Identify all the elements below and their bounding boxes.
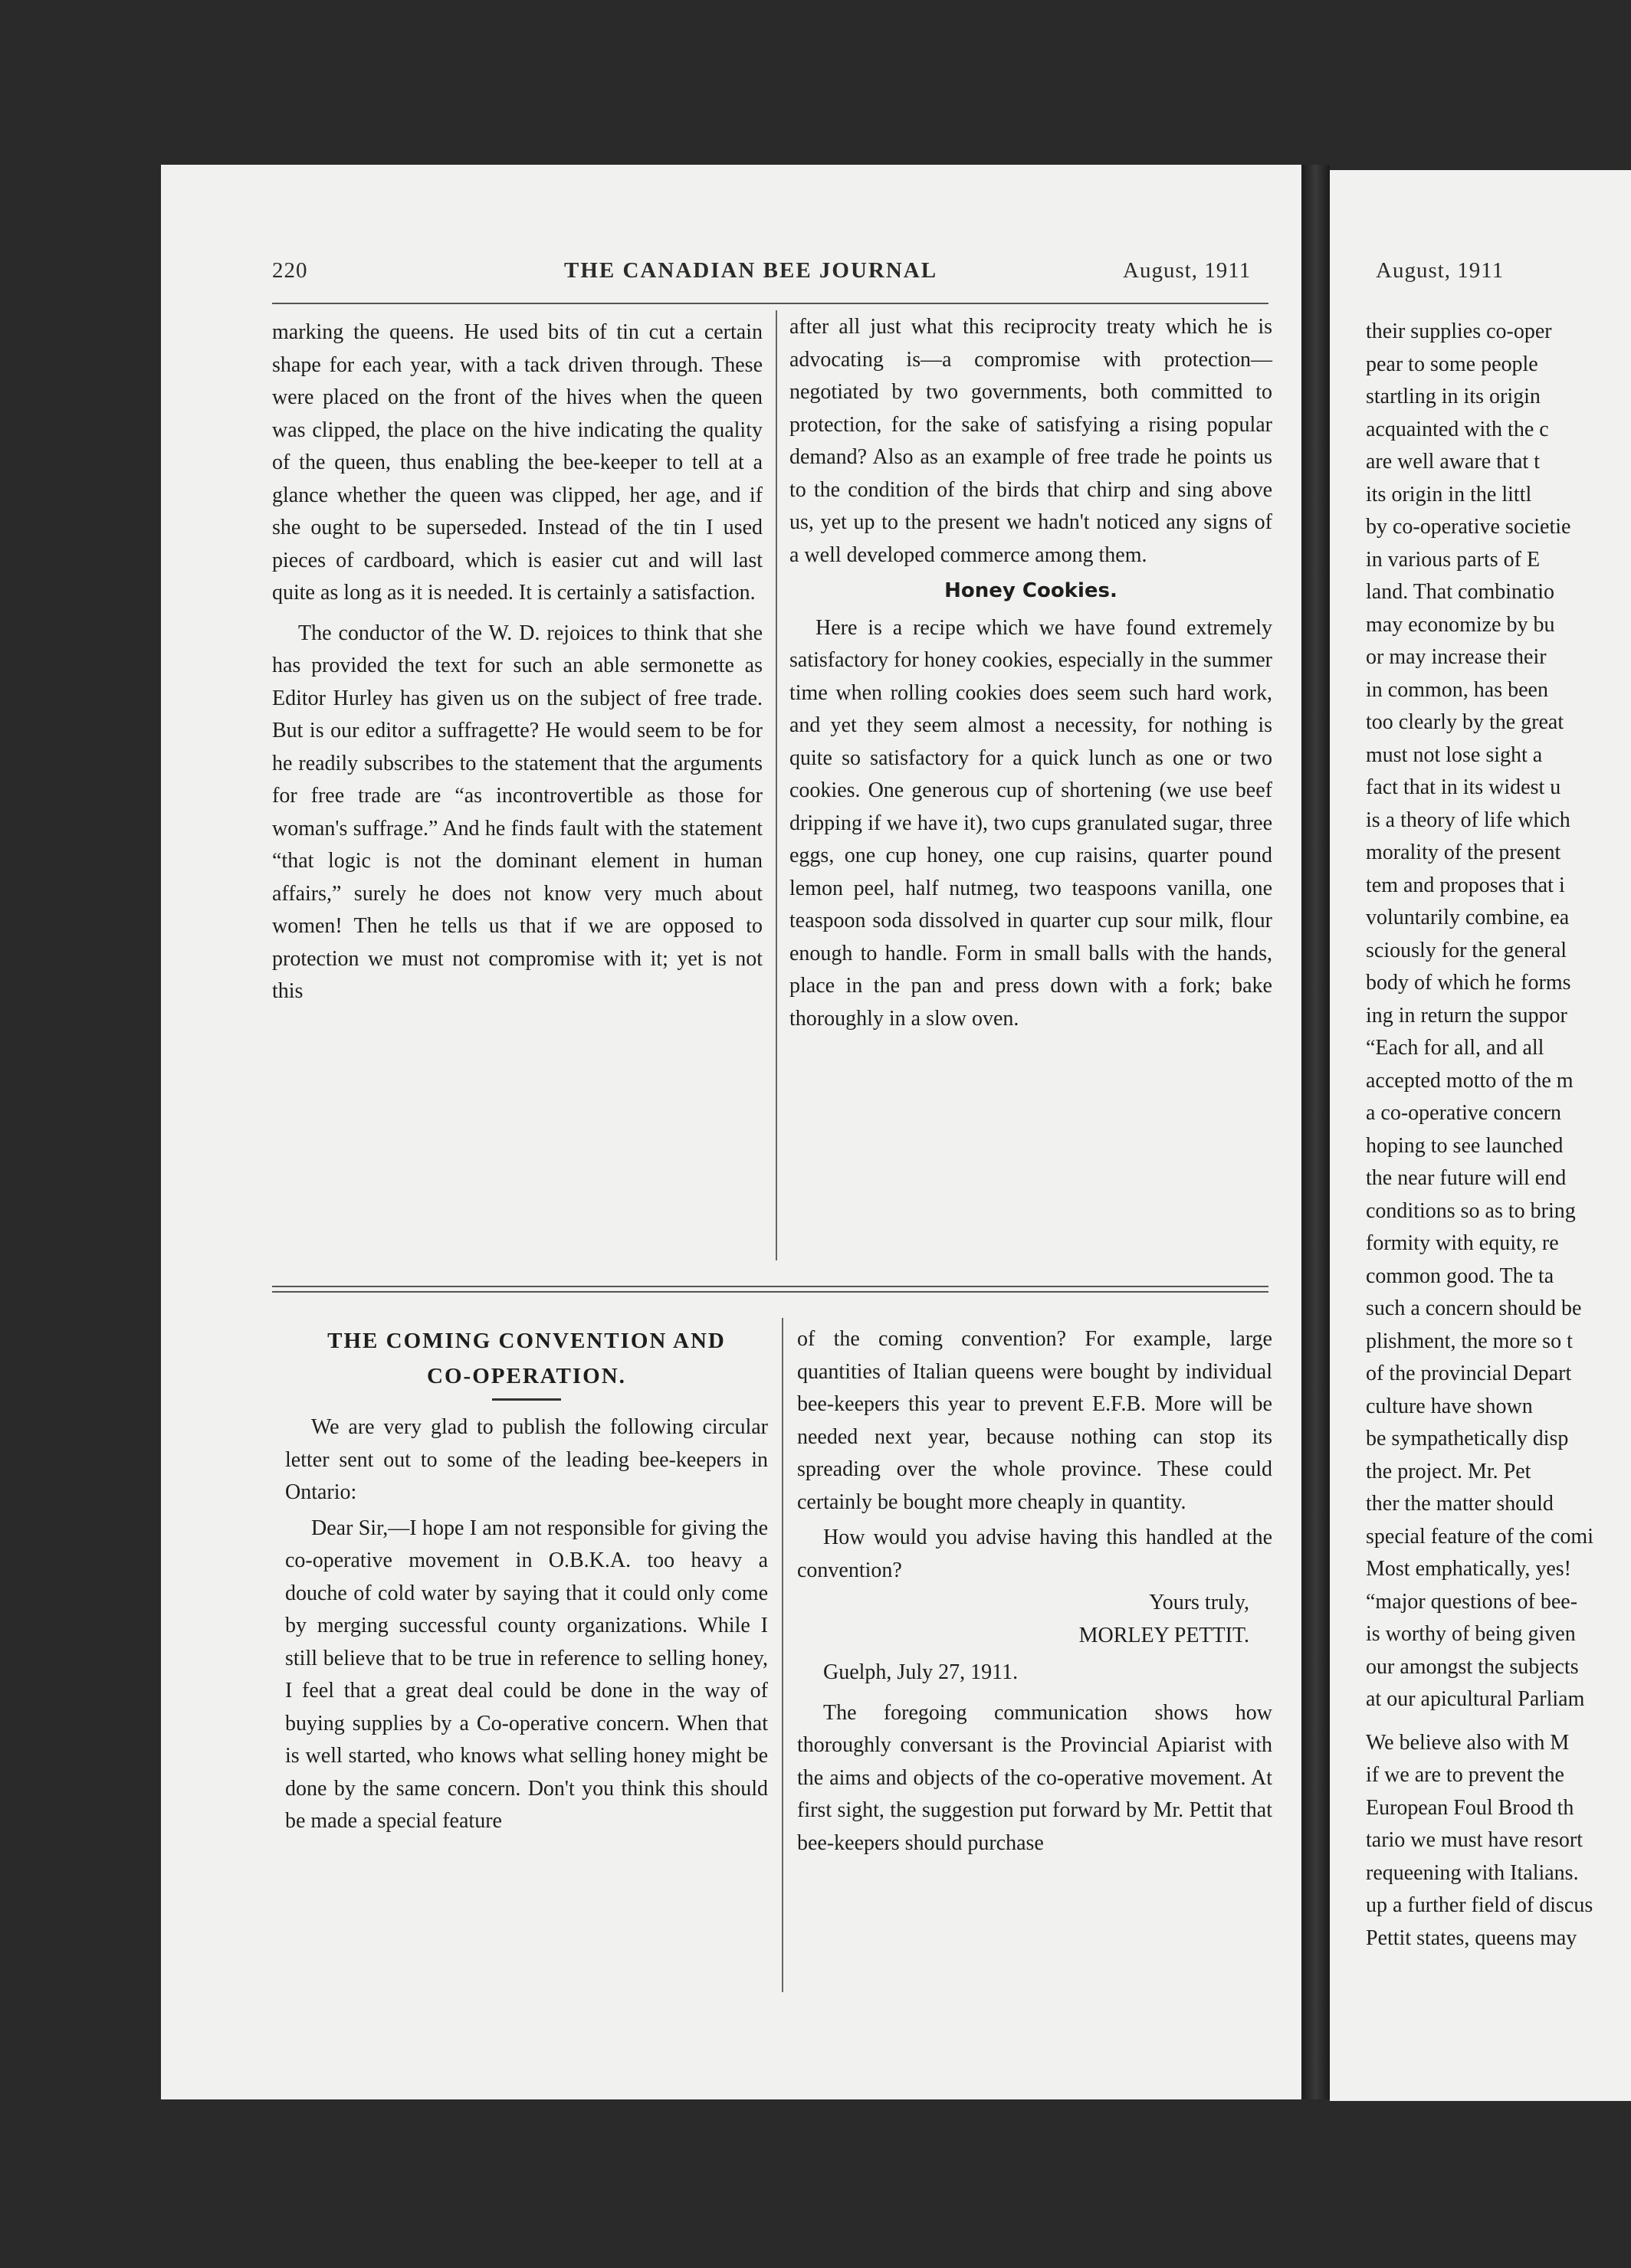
- section-subheading: Honey Cookies.: [944, 579, 1117, 602]
- facing-text-line: requeening with Italians.: [1366, 1860, 1579, 1885]
- facing-text-line: body of which he forms: [1366, 971, 1571, 995]
- facing-text-line: tem and proposes that i: [1366, 873, 1565, 897]
- facing-text-line: the project. Mr. Pet: [1366, 1459, 1531, 1483]
- facing-text-line: European Foul Brood th: [1366, 1795, 1574, 1820]
- paragraph: How would you advise having this handled at the convention?: [797, 1526, 1272, 1582]
- facing-text-line: a co-operative concern: [1366, 1101, 1561, 1125]
- letter-signature: MORLEY PETTIT.: [1078, 1623, 1249, 1647]
- recipe-paragraph: Here is a recipe which we have found extremely satisfactory for honey cookies, especially in the summer time when rolling cookies does seem such hard work, and yet they seem almost a necessity, for nothing is quite so satisfactory for a quick lunch as one or two cookies. One generous cup of shortening (we use beef dripping if we have it), two cups granulated sugar, three eggs, one cup honey, one cup raisins, quarter pound lemon peel, half nutmeg, two teaspoons vanilla, one teaspoon soda dissolved in quarter cup sour milk, flour enough to handle. Form in small balls with the hands, place in the pan and press down with a fork; bake thoroughly in a slow oven.: [789, 615, 1272, 1031]
- facing-text-line: special feature of the comi: [1366, 1524, 1593, 1549]
- article-column-2: [797, 1323, 1272, 1860]
- facing-text-line: conditions so as to bring: [1366, 1198, 1576, 1223]
- facing-text-line: morality of the present: [1366, 841, 1561, 864]
- facing-text-line: ther the matter should: [1366, 1492, 1554, 1516]
- facing-text-line: at our apicultural Parliam: [1366, 1687, 1585, 1711]
- page-fold: [1301, 165, 1330, 2099]
- facing-text-line: [1366, 1716, 1631, 1727]
- facing-text-line: be sympathetically disp: [1366, 1427, 1569, 1450]
- header-rule: [272, 303, 1268, 304]
- section-rule: [272, 1286, 1268, 1287]
- paragraph: marking the queens. He used bits of tin cut a certain shape for each year, with a tack driven through. These were placed on the front of the hives when the queen was clipped, the place on the hive indicating the quality of the queen, thus enabling the bee-keeper to tell at a glance whether the queen was clipped, her age, and if she ought to be superseded. Instead of the tin I used pieces of cardboard, which is easier cut and will last quite as long as it is needed. It is certainly a satisfaction.: [272, 320, 763, 605]
- paragraph: of the coming convention? For example, large quantities of Italian queens were bought by individual bee-keepers this year to prevent E.F.B. More will be needed next year, because nothing can stop its spreading over the whole province. These could certainly be bought more cheaply in quantity.: [797, 1327, 1272, 1514]
- facing-text-line: tario we must have resort: [1366, 1828, 1583, 1852]
- facing-page-date: August, 1911: [1376, 258, 1505, 283]
- facing-text-line: in various parts of E: [1366, 547, 1541, 572]
- facing-text-line: voluntarily combine, ea: [1366, 906, 1570, 929]
- facing-text-line: may economize by bu: [1366, 612, 1555, 637]
- article-column-1: [285, 1323, 768, 1838]
- facing-text-line: by co-operative societie: [1366, 515, 1571, 539]
- column-divider: [776, 310, 777, 1260]
- heading-line: CO-OPERATION.: [427, 1364, 626, 1388]
- facing-text-line: hoping to see launched: [1366, 1133, 1564, 1158]
- paragraph: The foregoing communication shows how thoroughly conversant is the Provincial Apiarist with the aims and objects of the co-operative movement. At first sight, the suggestion put forward by Mr. Pettit that bee-keepers should purchase: [797, 1700, 1272, 1855]
- facing-text-line: is a theory of life which: [1366, 808, 1570, 832]
- paragraph: after all just what this reciprocity treaty which he is advocating is—a compromise with protection—negotiated by two governments, both committed to protection, for the sake of satisfying a rising popular demand? Also as an example of free trade he points us to the condition of the birds that chirp and sing above us, yet up to the present we hadn't noticed any signs of a well developed commerce among them.: [789, 315, 1272, 567]
- facing-text-line: must not lose sight a: [1366, 742, 1543, 767]
- page-number: 220: [272, 258, 308, 283]
- facing-text-line: are well aware that t: [1366, 450, 1540, 474]
- heading-rule: [492, 1398, 561, 1401]
- facing-text-line: accepted motto of the m: [1366, 1068, 1574, 1093]
- facing-text-line: such a concern should be: [1366, 1296, 1582, 1320]
- facing-text-line: culture have shown: [1366, 1394, 1533, 1418]
- facing-text-line: sciously for the general: [1366, 938, 1567, 962]
- facing-text-line: formity with equity, re: [1366, 1231, 1559, 1255]
- section-rule-2: [272, 1291, 1268, 1293]
- issue-date: August, 1911: [1123, 258, 1252, 283]
- letter-dateline: Guelph, July 27, 1911.: [823, 1660, 1019, 1684]
- facing-text-line: their supplies co-oper: [1366, 320, 1552, 343]
- facing-text-line: Pettit states, queens may: [1366, 1926, 1577, 1950]
- facing-text-line: land. That combinatio: [1366, 580, 1554, 604]
- letter-paragraph: Dear Sir,—I hope I am not responsible for giving the co-operative movement in O.B.K.A. too heavy a douche of cold water by saying that it could only come by merging successful county organizations. While I still believe that to be true in reference to selling honey, I feel that a great deal could be done in the way of buying supplies by a Co-operative concern. When that is well started, who knows what selling honey might be done by the same concern. Don't you think this should be made a special feature: [285, 1516, 768, 1833]
- facing-text-line: pear to some people: [1366, 352, 1538, 376]
- facing-text-line: “major questions of bee-: [1366, 1589, 1578, 1614]
- facing-text-line: ing in return the suppor: [1366, 1003, 1567, 1027]
- column-divider-lower: [782, 1318, 783, 1992]
- paragraph: We are very glad to publish the following circular letter sent out to some of the leading bee-keepers in Ontario:: [285, 1415, 768, 1504]
- column-1: [272, 316, 763, 1008]
- facing-text-line: its origin in the littl: [1366, 482, 1532, 506]
- facing-text-line: too clearly by the great: [1366, 710, 1564, 734]
- facing-text-line: is worthy of being given: [1366, 1622, 1576, 1646]
- facing-text-line: if we are to prevent the: [1366, 1763, 1564, 1787]
- paragraph: The conductor of the W. D. rejoices to think that she has provided the text for such an able sermonette as Editor Hurley has given us on the subject of free trade. But is our editor a suffragette? He would seem to be for he readily subscribes to the statement that the arguments for free trade are “as incontrovertible as those for woman's suffrage.” And he finds fault with the statement “that logic is not the dominant element in human affairs,” surely he does not know very much about women! Then he tells us that if we are opposed to protection we must not compromise with it; yet is not this: [272, 621, 763, 1003]
- journal-title: THE CANADIAN BEE JOURNAL: [564, 258, 938, 283]
- facing-text-line: up a further field of discus: [1366, 1893, 1593, 1917]
- facing-text-line: in common, has been: [1366, 677, 1548, 702]
- facing-text-line: startling in its origin: [1366, 385, 1541, 408]
- facing-text-line: the near future will end: [1366, 1166, 1567, 1190]
- facing-text-line: Most emphatically, yes!: [1366, 1557, 1572, 1581]
- facing-page-column: [1366, 316, 1631, 1955]
- facing-text-line: plishment, the more so t: [1366, 1329, 1573, 1353]
- facing-text-line: our amongst the subjects: [1366, 1654, 1579, 1679]
- facing-text-line: acquainted with the c: [1366, 417, 1549, 441]
- facing-text-line: or may increase their: [1366, 645, 1547, 669]
- facing-text-line: We believe also with M: [1366, 1730, 1570, 1755]
- article-heading: [285, 1323, 768, 1394]
- facing-text-line: fact that in its widest u: [1366, 775, 1561, 799]
- facing-text-line: of the provincial Depart: [1366, 1362, 1572, 1385]
- facing-text-line: “Each for all, and all: [1366, 1036, 1544, 1060]
- column-2: [789, 311, 1272, 1035]
- heading-line: THE COMING CONVENTION AND: [327, 1329, 726, 1353]
- letter-closing: Yours truly,: [1149, 1591, 1249, 1614]
- facing-text-line: common good. The ta: [1366, 1263, 1554, 1288]
